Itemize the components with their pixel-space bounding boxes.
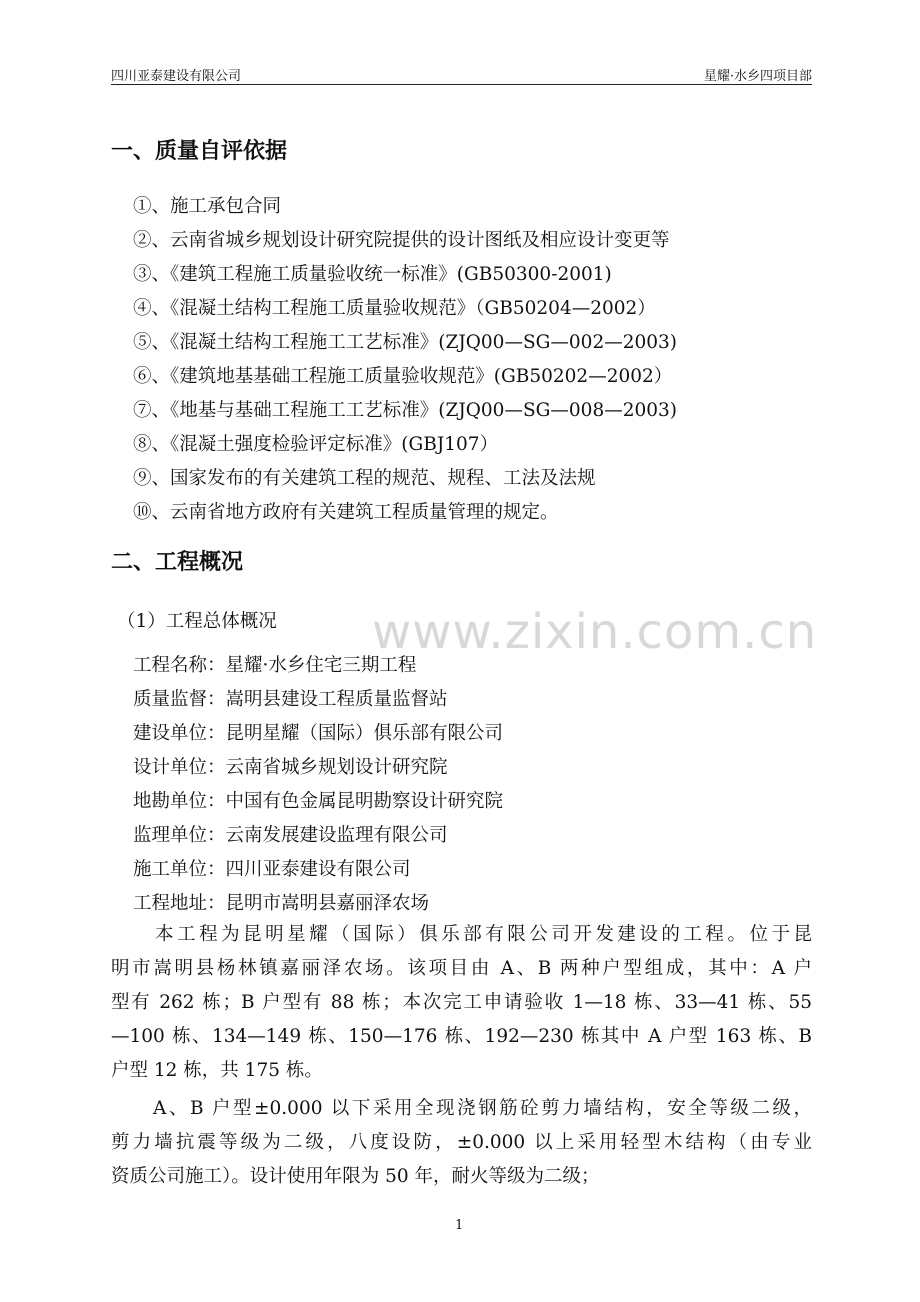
structure-paragraph [111,1092,812,1194]
header-company: 四川亚泰建设有限公司 [111,69,242,84]
paragraph-line: 资质公司施工）。设计使用年限为 50 年，耐火等级为二级； [111,1166,600,1187]
project-field: 监理单位：云南发展建设监理有限公司 [133,825,448,846]
basis-item: ⑧、《混凝土强度检验评定标准》(GBJ107） [133,434,499,455]
section2-subtitle: （1）工程总体概况 [117,611,277,632]
paragraph-line: 型有 262 栋；B 户型有 88 栋；本次完工申请验收 1—18 栋、33—41 栋、55 [111,992,812,1013]
project-field: 工程地址：昆明市嵩明县嘉丽泽农场 [133,893,430,914]
project-field: 地勘单位：中国有色金属昆明勘察设计研究院 [133,791,504,812]
section2-title: 二、工程概况 [111,550,244,575]
basis-item: ⑦、《地基与基础工程施工工艺标准》(ZJQ00—SG—008—2003) [133,400,678,421]
basis-item: ⑩、云南省地方政府有关建筑工程质量管理的规定。 [133,502,559,523]
basis-item: ⑥、《建筑地基基础工程施工质量验收规范》(GB50202—2002） [133,366,673,387]
project-field: 工程名称：星耀·水乡住宅三期工程 [133,655,417,676]
paragraph-line: 户型 12 栋，共 175 栋。 [111,1060,323,1081]
paragraph-line: 明市嵩明县杨林镇嘉丽泽农场。该项目由 A、B 两种户型组成，其中：A 户 [111,958,812,979]
basis-item: ③、《建筑工程施工质量验收统一标准》(GB50300-2001) [133,264,612,285]
overview-paragraph [111,918,812,1088]
basis-item: ⑨、国家发布的有关建筑工程的规范、规程、工法及法规 [133,468,596,489]
paragraph-line: 本工程为昆明星耀（国际）俱乐部有限公司开发建设的工程。位于昆 [111,924,812,945]
paragraph-line: —100 栋、134—149 栋、150—176 栋、192—230 栋其中 A 户型 163 栋、B [111,1026,812,1047]
basis-item: ⑤、《混凝土结构工程施工工艺标准》(ZJQ00—SG—002—2003) [133,332,678,353]
page-number: 1 [455,1218,464,1233]
basis-item: ②、云南省城乡规划设计研究院提供的设计图纸及相应设计变更等 [133,230,670,251]
project-field: 建设单位：昆明星耀（国际）俱乐部有限公司 [133,723,504,744]
paragraph-line: A、B 户型±0.000 以下采用全现浇钢筋砼剪力墙结构，安全等级二级， [111,1098,812,1119]
project-field: 设计单位：云南省城乡规划设计研究院 [133,757,448,778]
paragraph-line: 剪力墙抗震等级为二级，八度设防，±0.000 以上采用轻型木结构（由专业 [111,1132,812,1153]
basis-item: ④、《混凝土结构工程施工质量验收规范》（GB50204—2002） [133,298,656,319]
project-field: 质量监督：嵩明县建设工程质量监督站 [133,689,448,710]
watermark: www.zixin.com.cn [372,604,818,660]
page-header [111,62,812,85]
header-project: 星耀·水乡四项目部 [703,69,812,84]
section1-title: 一、质量自评依据 [111,139,288,164]
basis-item: ①、施工承包合同 [133,196,282,217]
project-field: 施工单位：四川亚泰建设有限公司 [133,859,411,880]
